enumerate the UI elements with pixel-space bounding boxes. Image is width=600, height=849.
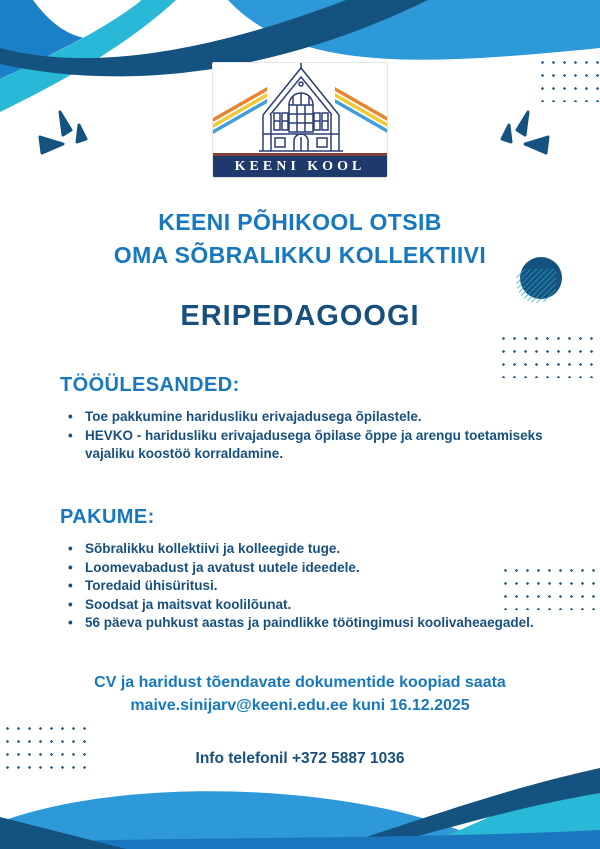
school-logo [212, 62, 388, 178]
dot-grid-right-lower [500, 564, 600, 610]
hatched-circle-decoration [516, 255, 566, 305]
offer-list [60, 540, 565, 633]
tasks-list [60, 408, 565, 464]
list-item: • HEVKO - haridusliku erivajadusega õpilase õppe ja arengu toetamiseks vajaliku koostöö korraldamine. [60, 427, 565, 464]
bottom-wave-decoration [0, 760, 600, 849]
application-instructions-line1: CV ja haridust tõendavate dokumentide koopiad saata [94, 674, 506, 691]
rainbow-right [335, 87, 388, 134]
dot-grid-right-upper [498, 332, 600, 378]
phone-info: Info telefonil +372 5887 1036 [195, 750, 405, 767]
headline [0, 206, 600, 272]
list-item: • Loomevabadust ja avatust uutele ideedele. [60, 559, 565, 578]
list-item: • Toredaid ühisüritusi. [60, 577, 565, 596]
school-building-illustration [213, 63, 388, 155]
headline-line1: KEENI PÕHIKOOL OTSIB [158, 209, 442, 235]
list-item: • 56 päeva puhkust aastas ja paindlikke töötingimusi koolivaheaegadel. [60, 614, 565, 633]
logo-school-name: KEENI KOOL [213, 156, 387, 177]
sparkle-accent-left [36, 108, 98, 158]
list-item: • Sõbralikku kollektiivi ja kolleegide tuge. [60, 540, 565, 559]
position-title: ERIPEDAGOOGI [180, 300, 420, 332]
dot-grid-top-right [537, 56, 600, 102]
application-email-deadline: maive.sinijarv@keeni.edu.ee kuni 16.12.2025 [130, 696, 470, 714]
list-item: • Soodsat ja maitsvat koolilõunat. [60, 596, 565, 615]
offer-section-title: PAKUME: [60, 506, 155, 528]
sparkle-accent-right [490, 108, 552, 158]
tasks-section-title: TÖÖÜLESANDED: [60, 374, 240, 396]
application-instructions [0, 672, 600, 717]
list-item: • Toe pakkumine haridusliku erivajadusega õpilastele. [60, 408, 565, 427]
headline-line2: OMA SÕBRALIKKU KOLLEKTIIVI [113, 242, 487, 268]
rainbow-left [213, 87, 267, 134]
